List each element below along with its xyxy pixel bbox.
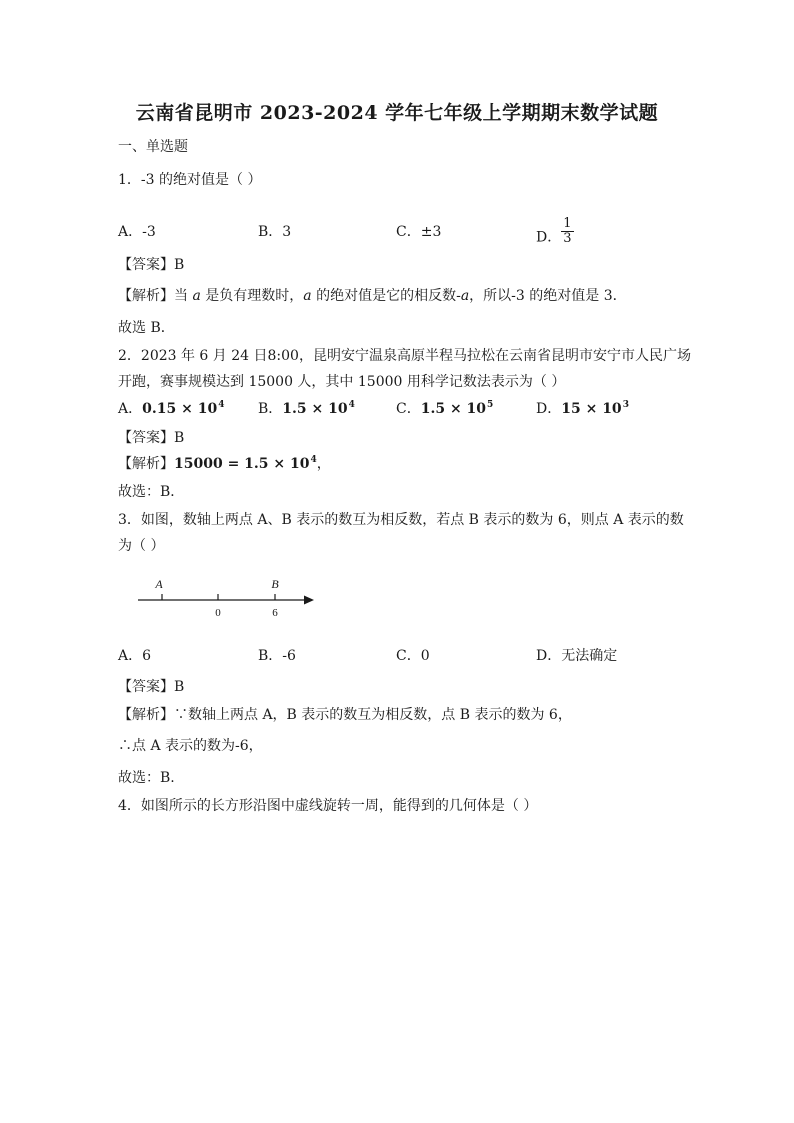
q1-option-d <box>536 216 574 252</box>
exponent: 4 <box>218 400 225 410</box>
fraction-numerator: 1 <box>563 216 572 231</box>
option-prefix: B． <box>258 401 283 417</box>
q1-stem: 1．-3 的绝对值是（ ） <box>118 172 262 188</box>
analysis-tag: 【解析】 <box>118 707 174 723</box>
q1-answer <box>118 256 184 274</box>
analysis-text: 的绝对值是它的相反数- <box>311 288 461 304</box>
q3-option-d: D．无法确定 <box>536 648 618 664</box>
q1-option-a: A．-3 <box>118 224 156 240</box>
q3-analysis <box>118 706 572 724</box>
q2-option-d <box>536 400 629 420</box>
q3-conclusion: 故选：B. <box>118 770 175 786</box>
q1-option-b: B．3 <box>258 224 292 240</box>
q3-option-b: B．-6 <box>258 648 296 664</box>
q2-stem-line2: 开跑，赛事规模达到 15000 人，其中 15000 用科学记数法表示为（ ） <box>118 374 566 390</box>
document-title: 云南省昆明市 2023-2024 学年七年级上学期期末数学试题 <box>135 102 659 124</box>
q2-answer <box>118 429 184 447</box>
q3-stem-line2: 为（ ） <box>118 538 165 554</box>
q2-analysis <box>118 455 331 475</box>
q2-option-b <box>258 400 355 420</box>
variable-a: a <box>460 288 470 304</box>
tick-label-zero: 0 <box>215 607 221 619</box>
analysis-tag: 【解析】 <box>118 288 174 304</box>
fraction-denominator: 3 <box>563 231 572 246</box>
option-expression: 15 × 10 <box>561 401 622 417</box>
point-a-label: A <box>155 577 163 591</box>
exponent: 5 <box>487 400 494 410</box>
answer-tag: 【答案】 <box>118 430 174 446</box>
q1-option-c: C．±3 <box>396 224 442 240</box>
exponent: 4 <box>348 400 355 410</box>
q3-analysis-line2: ∴点 A 表示的数为-6， <box>118 738 263 754</box>
analysis-text: 当 <box>174 288 193 304</box>
analysis-text: 是负有理数时， <box>200 288 304 304</box>
q1-analysis <box>118 287 627 305</box>
q1-option-d-prefix: D． <box>536 229 562 246</box>
option-prefix: C． <box>396 401 421 417</box>
option-expression: 0.15 × 10 <box>142 401 218 417</box>
answer-value: B <box>174 430 185 446</box>
arrow-right-icon <box>304 596 314 605</box>
q1-option-d-fraction <box>561 217 573 246</box>
section-heading: 一、单选题 <box>118 139 188 155</box>
exponent: 3 <box>622 400 629 410</box>
option-prefix: D． <box>536 401 562 417</box>
analysis-expression: 15000 = 1.5 × 10 <box>174 456 310 472</box>
q3-option-c: C．0 <box>396 648 430 664</box>
q2-option-c <box>396 400 493 420</box>
q4-stem: 4．如图所示的长方形沿图中虚线旋转一周，能得到的几何体是（ ） <box>118 798 538 814</box>
analysis-tag: 【解析】 <box>118 456 174 472</box>
point-b-label: B <box>271 577 279 591</box>
analysis-text: ∵数轴上两点 A，B 表示的数互为相反数，点 B 表示的数为 6， <box>174 707 572 723</box>
variable-a: a <box>192 288 201 304</box>
q2-stem-line1: 2．2023 年 6 月 24 日8:00，昆明安宁温泉高原半程马拉松在云南省昆明市安宁市人民广场 <box>118 348 691 364</box>
analysis-text: ，所以-3 的绝对值是 3． <box>469 288 627 304</box>
analysis-text: ， <box>316 456 331 472</box>
variable-a: a <box>303 288 312 304</box>
number-line-figure <box>134 576 324 622</box>
answer-value: B <box>174 679 185 695</box>
option-expression: 1.5 × 10 <box>420 401 487 417</box>
q3-answer <box>118 678 184 696</box>
q1-conclusion: 故选 B． <box>118 320 175 336</box>
q2-option-a <box>118 400 224 420</box>
exponent: 4 <box>310 455 317 465</box>
answer-tag: 【答案】 <box>118 679 174 695</box>
q3-option-a: A．6 <box>118 648 152 664</box>
answer-value: B <box>174 257 185 273</box>
q2-conclusion: 故选：B． <box>118 484 185 500</box>
option-prefix: A． <box>118 401 143 417</box>
answer-tag: 【答案】 <box>118 257 174 273</box>
option-expression: 1.5 × 10 <box>282 401 348 417</box>
tick-label-six: 6 <box>272 607 278 619</box>
q3-stem-line1: 3．如图，数轴上两点 A、B 表示的数互为相反数，若点 B 表示的数为 6，则点 A 表示的数 <box>118 512 684 528</box>
